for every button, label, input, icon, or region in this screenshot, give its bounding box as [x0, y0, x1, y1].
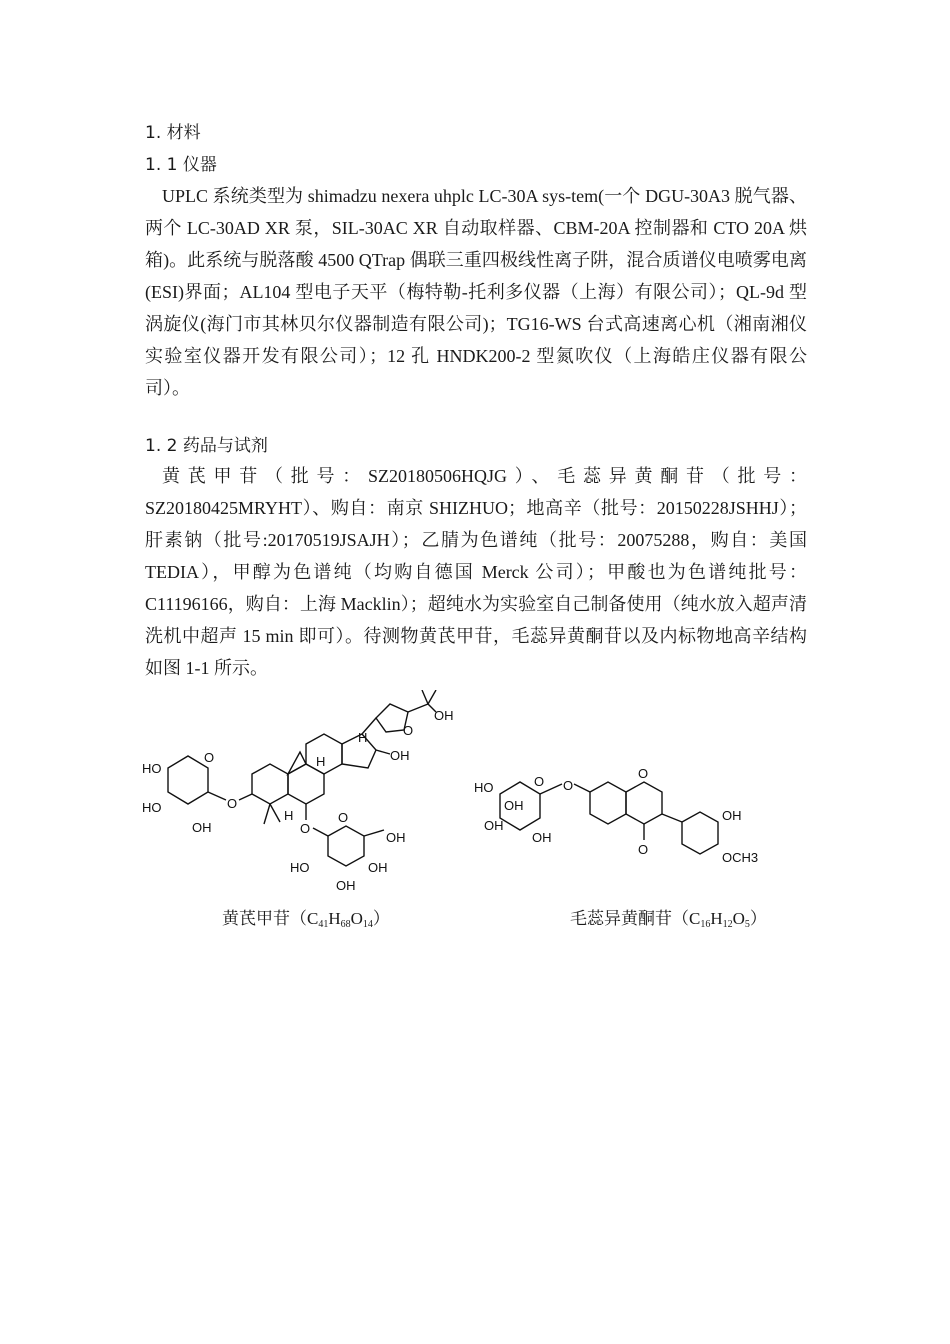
- benzo-ring: [590, 782, 626, 824]
- cyclopropane: [288, 752, 306, 774]
- atom-ho-2: HO: [142, 800, 162, 815]
- atom-oh-ring: OH: [390, 748, 410, 763]
- atom-oh-aryl: OH: [722, 808, 742, 823]
- atom-o-chromone: O: [638, 766, 649, 781]
- section-1-1-heading: 1. 1 仪器: [145, 155, 217, 175]
- xylose-ring: [168, 756, 208, 804]
- atom-oh-glucose-1: OH: [386, 830, 406, 845]
- atom-o-glucose-link: O: [300, 821, 311, 836]
- atom-oh-1: OH: [504, 798, 524, 813]
- pyranone-ring: [626, 782, 662, 824]
- atom-o-ring: O: [534, 774, 545, 789]
- atom-h-2: H: [316, 754, 326, 769]
- ring-a: [252, 764, 288, 804]
- astragaloside-structure-diagram: [140, 690, 470, 900]
- atom-oh-glucose-3: OH: [336, 878, 356, 893]
- section-1-2-heading: 1. 2 药品与试剂: [145, 436, 268, 456]
- atom-oh-bottom-left: OH: [192, 820, 212, 835]
- atom-o-xylose: O: [204, 750, 215, 765]
- atom-o-keto: O: [638, 842, 649, 857]
- phenyl-ring: [682, 812, 718, 854]
- instruments-text: UPLC 系统类型为 shimadzu nexera uhplc LC-30A sys-tem(一个 DGU-30A3 脱气器、两个 LC-30AD XR 泵，SIL-30AC XR 自动取样器、CBM-20A 控制器和 CTO 20A 烘箱)。此系统与脱落酸 4500 QTrap 偶联三重四极线性离子阱，混合质谱仪电喷雾电离(ESI)界面；AL104 型电子天平（梅特勒-托利多仪器（上海）有限公司）；QL-9d 型涡旋仪(海门市其林贝尔仪器制造有限公司)；TG16-WS 台式高速离心机（湘南湘仪实验室仪器开发有限公司）；12 孔 HNDK200-2 型氮吹仪（上海皓庄仪器有限公司）。: [145, 186, 807, 398]
- figure-caption-left: 黄芪甲苷$(C_{41}H_{68}O_{14})$: [222, 909, 390, 930]
- ring-b: [288, 764, 324, 804]
- atom-oh-top: OH: [434, 708, 454, 723]
- atom-oh-2: OH: [484, 818, 504, 833]
- atom-ho-glucose: HO: [290, 860, 310, 875]
- atom-o-furan: O: [403, 723, 414, 738]
- atom-o-link: O: [227, 796, 238, 811]
- instruments-paragraph: [145, 180, 807, 404]
- reagents-paragraph: [145, 460, 807, 684]
- glucose-ring: [328, 826, 364, 866]
- atom-oh-glucose-2: OH: [368, 860, 388, 875]
- atom-o-link: O: [563, 778, 574, 793]
- atom-ho: HO: [474, 780, 494, 795]
- reagents-text: 黄芪甲苷（批号：SZ20180506HQJG）、毛蕊异黄酮苷（批号：SZ20180425MRYHT）、购自：南京 SHIZHUO；地高辛（批号：20150228JSHHJ）；肝素钠（批号:20170519JSAJH）；乙腈为色谱纯（批号：20075288，购自：美国 TEDIA），甲醇为色谱纯（均购自德国 Merck 公司）；甲酸也为色谱纯批号：C11196166，购自：上海 Macklin）；超纯水为实验室自己制备使用（纯水放入超声清洗机中超声 15 min 即可）。待测物黄芪甲苷，毛蕊异黄酮苷以及内标物地高辛结构如图 1-1 所示。: [145, 466, 807, 678]
- calycosin-glucoside-structure-diagram: [470, 760, 770, 880]
- section-1-heading: 1. 材料: [145, 123, 201, 143]
- atom-h-3: H: [358, 730, 368, 745]
- atom-o-glucose-ring: O: [338, 810, 349, 825]
- atom-och3: OCH3: [722, 850, 759, 865]
- atom-h-1: H: [284, 808, 294, 823]
- atom-ho-1: HO: [142, 761, 162, 776]
- figure-caption-right: 毛蕊异黄酮苷$(C_{16}H_{12}O_5)$: [570, 909, 767, 930]
- atom-oh-3: OH: [532, 830, 552, 845]
